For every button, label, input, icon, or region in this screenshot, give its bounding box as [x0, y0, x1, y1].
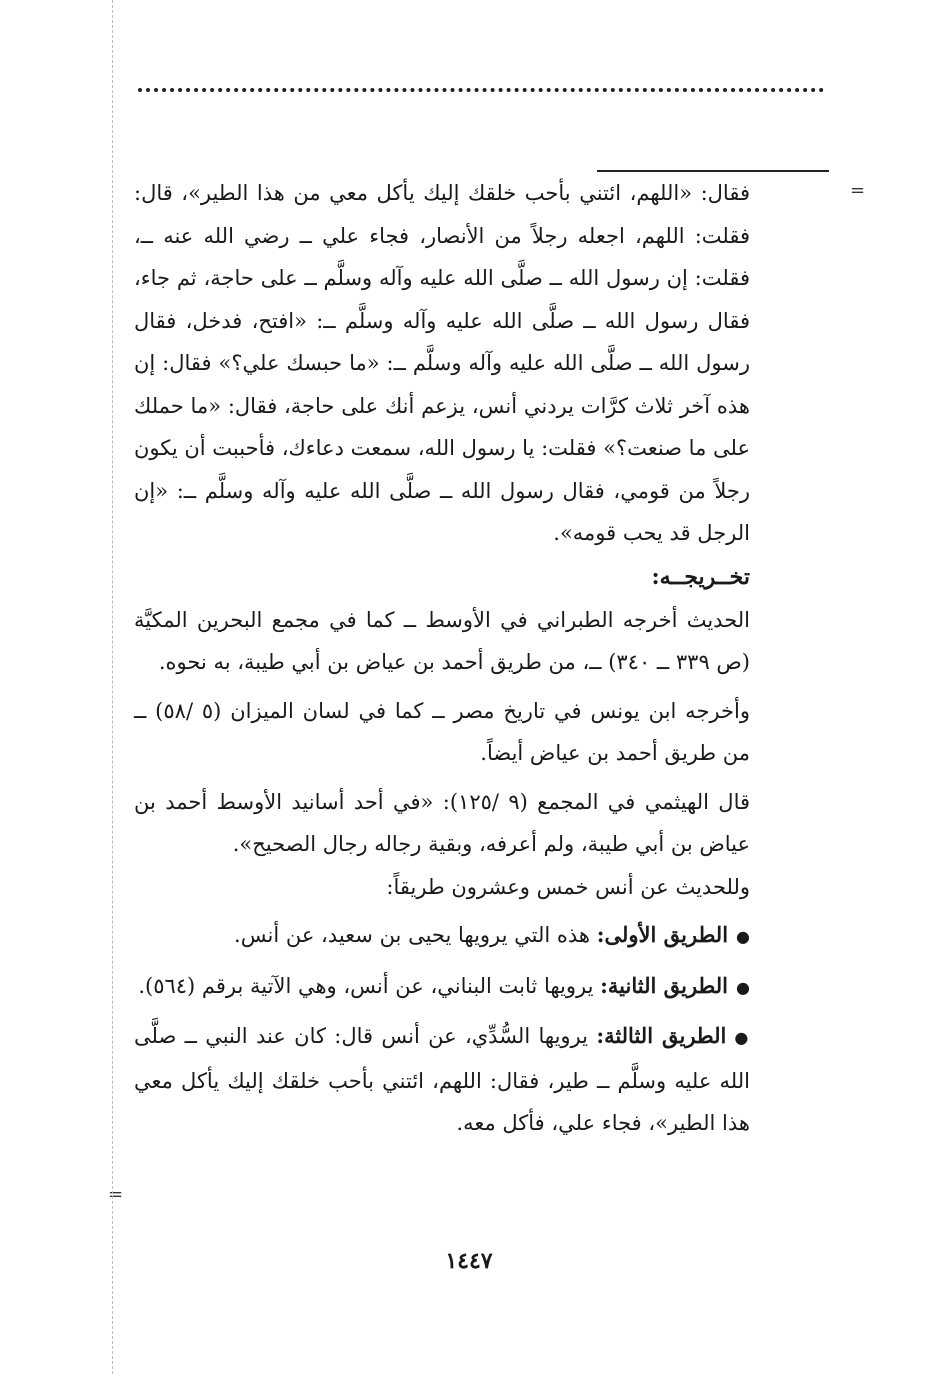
margin-mark-bottom: =: [108, 1184, 124, 1205]
route-label: الطريق الثانية:: [600, 972, 729, 998]
takhrij-paragraph-1: الحديث أخرجه الطبراني في الأوسط ــ كما في مجمع البحرين المكيَّة (ص ٣٣٩ ــ ٣٤٠) ــ، من طريق أحمد بن عياض بن أبي طيبة، به نحوه.: [134, 607, 750, 674]
route-text: يرويها السُّدِّي، عن أنس قال: كان عند النبي ــ صلَّى الله عليه وسلَّم ــ طير، فقال: اللهم، ائتني بأحب خلقك إليك يأكل معي هذا الطير»، فجاء علي، فأكل معه.: [134, 1024, 750, 1135]
margin-mark-top: =: [850, 180, 866, 201]
route-item-2: [134, 965, 750, 1010]
takhrij-paragraph-2: وأخرجه ابن يونس في تاريخ مصر ــ كما في لسان الميزان (٥ /٥٨) ــ من طريق أحمد بن عياض أيضاً.: [134, 698, 750, 765]
hadith-text: فقال: «اللهم، ائتني بأحب خلقك إليك يأكل معي من هذا الطير»، قال: فقلت: اللهم، اجعله رجلاً من الأنصار، فجاء علي ــ رضي الله عنه ــ، فقلت: إن رسول الله ــ صلَّى الله عليه وآله وسلَّم ــ على حاجة، ثم جاء، فقال رسول الله ــ صلَّى الله عليه وآله وسلَّم ــ: «افتح، فدخل، فقال رسول الله ــ صلَّى الله عليه وآله وسلَّم ــ: «ما حبسك علي؟» فقال: إن هذه آخر ثلاث كرَّات يردني أنس، يزعم أنك على حاجة، فقال: «ما حملك على ما صنعت؟» فقلت: يا رسول الله، سمعت دعاءك، فأحببت أن يكون رجلاً من قومي، فقال رسول الله ــ صلَّى الله عليه وآله وسلَّم ــ: «إن الرجل قد يحب قومه».: [133, 181, 750, 545]
route-item-1: [134, 914, 750, 959]
route-label: الطريق الثالثة:: [596, 1023, 727, 1048]
bullet-icon: ●: [734, 1028, 750, 1047]
route-label: الطريق الأولى:: [596, 922, 729, 947]
page-number: ١٤٤٧: [445, 1248, 493, 1274]
route-item-3: [134, 1015, 750, 1145]
bullet-icon: ●: [736, 927, 750, 946]
page-body: [134, 172, 750, 1145]
route-text: هذه التي يرويها يحيى بن سعيد، عن أنس.: [234, 923, 591, 947]
route-text: يرويها ثابت البناني، عن أنس، وهي الآتية برقم (٥٦٤).: [138, 973, 594, 998]
section-heading: تخــريجــه:: [651, 563, 750, 590]
haythami-quote: قال الهيثمي في المجمع (٩ /١٢٥): «في أحد أسانيد الأوسط أحمد بن عياض بن أبي طيبة، ولم أعرفه، وبقية رجاله رجال الصحيح».: [134, 789, 751, 856]
routes-intro: وللحديث عن أنس خمس وعشرون طريقاً:: [386, 874, 750, 899]
bullet-icon: ●: [736, 977, 750, 997]
dotted-separator: [138, 88, 824, 92]
page-gutter-line: [112, 0, 113, 1374]
